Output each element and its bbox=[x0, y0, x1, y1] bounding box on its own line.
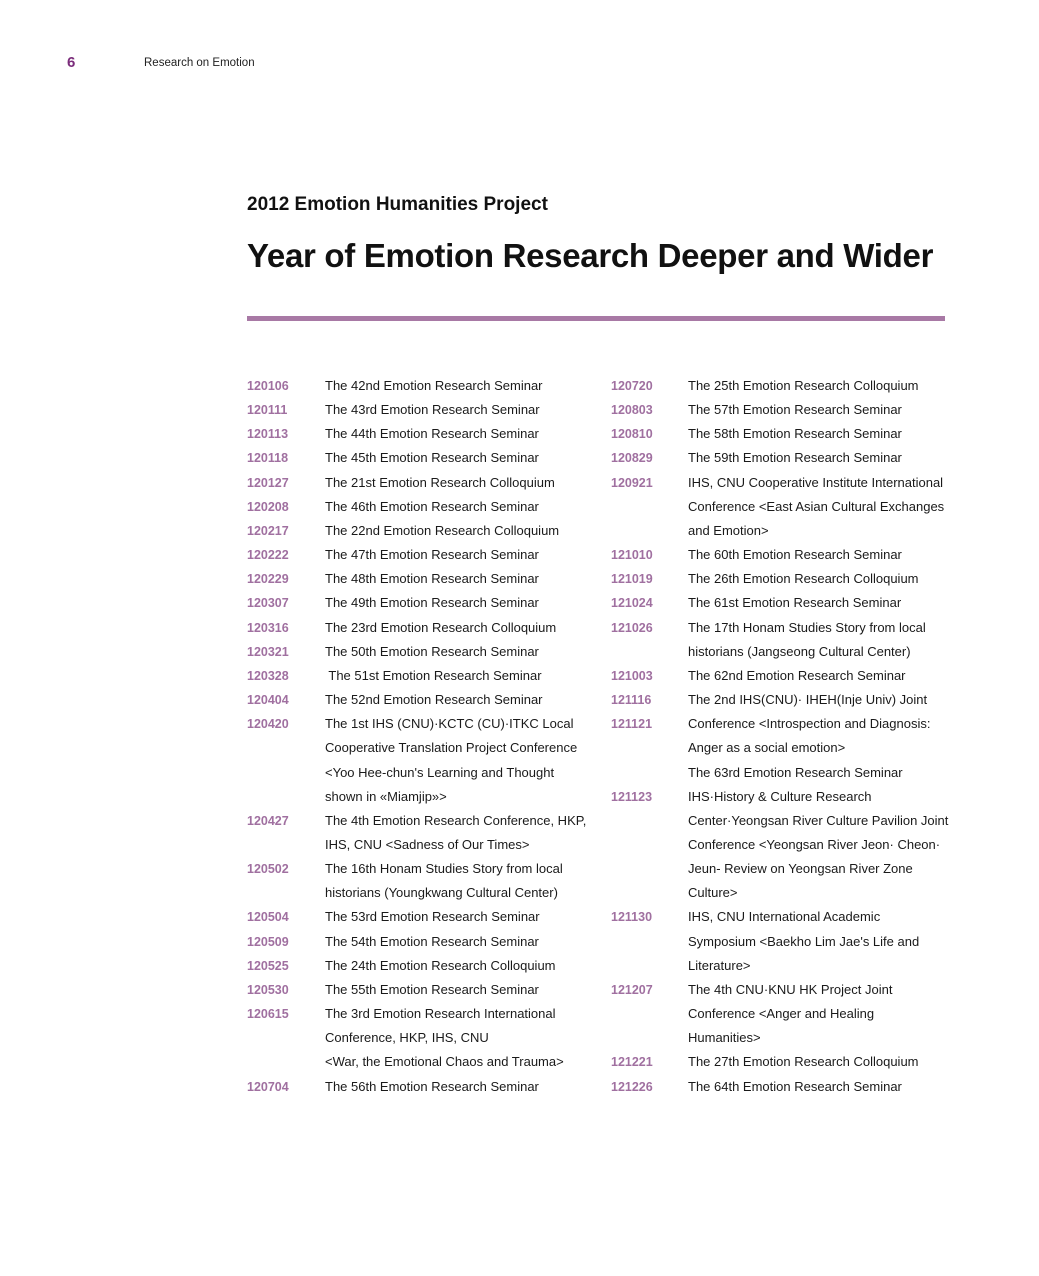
event-row bbox=[611, 712, 951, 784]
event-row bbox=[247, 519, 592, 543]
event-description-line: The 46th Emotion Research Seminar bbox=[325, 498, 539, 514]
event-date: 120803 bbox=[611, 403, 653, 418]
event-date: 120208 bbox=[247, 499, 289, 514]
event-description bbox=[688, 664, 951, 688]
event-date: 120106 bbox=[247, 379, 289, 393]
event-description-line: IHS, CNU International Academic bbox=[688, 909, 881, 925]
event-row bbox=[611, 1075, 951, 1099]
event-description-line: The 58th Emotion Research Seminar bbox=[688, 426, 902, 442]
event-description-line: The 48th Emotion Research Seminar bbox=[325, 571, 539, 587]
event-date: 121123 bbox=[611, 789, 653, 804]
event-row bbox=[247, 1075, 592, 1099]
event-description bbox=[325, 471, 592, 495]
event-description bbox=[688, 591, 951, 615]
event-description-line: The 27th Emotion Research Colloquium bbox=[688, 1054, 919, 1070]
event-description-line: <War, the Emotional Chaos and Trauma> bbox=[325, 1054, 564, 1070]
event-description bbox=[688, 712, 951, 784]
event-description bbox=[688, 785, 951, 906]
event-description bbox=[688, 543, 951, 567]
event-date: 120720 bbox=[611, 379, 653, 393]
event-row bbox=[247, 954, 592, 978]
event-description-line: The 50th Emotion Research Seminar bbox=[325, 643, 539, 659]
event-row bbox=[247, 712, 592, 809]
event-row bbox=[247, 446, 592, 470]
event-description-line: Humanities> bbox=[688, 1030, 761, 1046]
event-description bbox=[325, 905, 592, 929]
event-date: 120222 bbox=[247, 548, 289, 563]
event-date: 120307 bbox=[247, 596, 289, 611]
event-date: 121019 bbox=[611, 572, 653, 587]
event-row bbox=[611, 616, 951, 664]
event-description bbox=[325, 422, 592, 446]
event-description-line: The 61st Emotion Research Seminar bbox=[688, 595, 902, 611]
event-description bbox=[325, 591, 592, 615]
event-description-line: The 26th Emotion Research Colloquium bbox=[688, 571, 919, 587]
event-row bbox=[611, 978, 951, 1050]
event-description-line: The 25th Emotion Research Colloquium bbox=[688, 378, 919, 393]
event-description-line: shown in «Miamjip»> bbox=[325, 788, 447, 804]
event-date: 120404 bbox=[247, 693, 289, 708]
event-row bbox=[247, 664, 592, 688]
section-subtitle: 2012 Emotion Humanities Project bbox=[247, 194, 548, 215]
event-row bbox=[247, 495, 592, 519]
event-row bbox=[247, 398, 592, 422]
event-date: 121130 bbox=[611, 910, 653, 925]
event-description-line: The 54th Emotion Research Seminar bbox=[325, 933, 539, 949]
event-row bbox=[247, 374, 592, 398]
event-description-line: The 60th Emotion Research Seminar bbox=[688, 547, 902, 563]
event-row bbox=[611, 422, 951, 446]
event-row bbox=[247, 1002, 592, 1074]
event-row bbox=[611, 374, 951, 398]
event-description-line: The 17th Honam Studies Story from local bbox=[688, 619, 926, 635]
event-date: 120921 bbox=[611, 475, 653, 490]
event-date: 120704 bbox=[247, 1079, 289, 1094]
event-date: 121116 bbox=[611, 693, 652, 708]
event-row bbox=[611, 471, 951, 543]
event-description-line: The 63rd Emotion Research Seminar bbox=[688, 764, 903, 780]
event-description-line: The 2nd IHS(CNU)· IHEH(Inje Univ) Joint bbox=[688, 692, 928, 708]
event-description bbox=[325, 712, 592, 809]
event-row bbox=[247, 543, 592, 567]
event-description-line: The 16th Honam Studies Story from local bbox=[325, 861, 563, 877]
event-description-line: The 55th Emotion Research Seminar bbox=[325, 981, 539, 997]
event-description-line: The 56th Emotion Research Seminar bbox=[325, 1078, 539, 1094]
event-row bbox=[611, 398, 951, 422]
event-description-line: Symposium <Baekho Lim Jae's Life and bbox=[688, 933, 920, 949]
event-description-line: The 62nd Emotion Research Seminar bbox=[688, 667, 906, 683]
event-row bbox=[247, 616, 592, 640]
event-description bbox=[325, 398, 592, 422]
event-description-line: The 44th Emotion Research Seminar bbox=[325, 426, 539, 442]
running-header: Research on Emotion bbox=[144, 57, 255, 69]
event-row bbox=[247, 978, 592, 1002]
event-description-line: Jeun- Review on Yeongsan River Zone bbox=[688, 861, 913, 877]
event-date: 120321 bbox=[247, 644, 289, 659]
event-description-line: The 42nd Emotion Research Seminar bbox=[325, 378, 543, 393]
event-description bbox=[325, 519, 592, 543]
event-date: 120316 bbox=[247, 620, 289, 635]
event-description bbox=[325, 954, 592, 978]
event-description bbox=[688, 398, 951, 422]
event-description bbox=[688, 567, 951, 591]
event-description bbox=[325, 495, 592, 519]
event-description-line: The 24th Emotion Research Colloquium bbox=[325, 957, 556, 973]
event-row bbox=[247, 422, 592, 446]
event-description bbox=[325, 978, 592, 1002]
event-date: 120118 bbox=[247, 451, 289, 466]
event-description-line: The 23rd Emotion Research Colloquium bbox=[325, 619, 557, 635]
event-date: 120111 bbox=[247, 403, 288, 418]
event-description-line: Conference <East Asian Cultural Exchanges bbox=[688, 498, 945, 514]
page-number: 6 bbox=[67, 54, 76, 71]
event-description-line: The 53rd Emotion Research Seminar bbox=[325, 909, 540, 925]
event-description-line: IHS, CNU <Sadness of Our Times> bbox=[325, 836, 530, 852]
event-description bbox=[688, 978, 951, 1050]
event-description-line: Cooperative Translation Project Conference bbox=[325, 740, 578, 756]
event-description-line: The 57th Emotion Research Seminar bbox=[688, 402, 902, 418]
event-row bbox=[611, 1050, 951, 1074]
event-row bbox=[247, 809, 592, 857]
event-description-line: Anger as a social emotion> bbox=[688, 740, 846, 756]
event-description-line: Conference <Introspection and Diagnosis: bbox=[688, 716, 931, 732]
event-row bbox=[247, 905, 592, 929]
event-description-line: Conference <Yeongsan River Jeon· Cheon· bbox=[688, 836, 941, 852]
event-description-line: The 3rd Emotion Research International bbox=[325, 1006, 556, 1022]
event-description-line: The 49th Emotion Research Seminar bbox=[325, 595, 539, 611]
event-description-line: Conference <Anger and Healing bbox=[688, 1006, 875, 1022]
event-description bbox=[325, 930, 592, 954]
event-row bbox=[611, 688, 951, 712]
event-description-line: <Yoo Hee-chun's Learning and Thought bbox=[325, 764, 555, 780]
event-date: 120502 bbox=[247, 862, 289, 877]
event-description bbox=[688, 1075, 951, 1099]
event-description bbox=[325, 446, 592, 470]
accent-divider bbox=[247, 316, 945, 321]
event-date: 121024 bbox=[611, 596, 653, 611]
event-description-line: historians (Youngkwang Cultural Center) bbox=[325, 885, 558, 901]
event-date: 121121 bbox=[611, 717, 653, 732]
event-date: 120328 bbox=[247, 668, 289, 683]
event-date: 121221 bbox=[611, 1055, 653, 1070]
event-date: 121026 bbox=[611, 620, 653, 635]
event-description-line: The 1st IHS (CNU)·KCTC (CU)·ITKC Local bbox=[325, 716, 574, 732]
event-description bbox=[688, 471, 951, 543]
event-row bbox=[247, 688, 592, 712]
event-date: 120427 bbox=[247, 813, 289, 828]
event-date: 120810 bbox=[611, 427, 653, 442]
event-row bbox=[611, 785, 951, 906]
event-description bbox=[688, 446, 951, 470]
event-row bbox=[611, 591, 951, 615]
event-description bbox=[325, 857, 592, 905]
page-title: Year of Emotion Research Deeper and Wider bbox=[247, 237, 934, 274]
event-description-line: The 45th Emotion Research Seminar bbox=[325, 450, 539, 466]
event-description bbox=[325, 543, 592, 567]
event-description bbox=[688, 905, 951, 977]
event-description-line: Center·Yeongsan River Culture Pavilion Joint bbox=[688, 812, 949, 828]
event-description-line: The 64th Emotion Research Seminar bbox=[688, 1078, 902, 1094]
event-description bbox=[325, 567, 592, 591]
event-date: 120525 bbox=[247, 958, 289, 973]
event-date: 120229 bbox=[247, 572, 289, 587]
event-date: 120530 bbox=[247, 982, 289, 997]
event-description bbox=[325, 1002, 592, 1074]
event-date: 120113 bbox=[247, 427, 289, 442]
event-description-line: Literature> bbox=[688, 957, 751, 973]
event-row bbox=[247, 857, 592, 905]
event-row bbox=[611, 543, 951, 567]
event-description bbox=[688, 374, 951, 398]
event-description-line: The 4th Emotion Research Conference, HKP, bbox=[325, 812, 587, 828]
event-description-line: The 21st Emotion Research Colloquium bbox=[325, 474, 555, 490]
event-list-right bbox=[611, 374, 951, 1099]
event-description bbox=[325, 809, 592, 857]
event-description bbox=[325, 1075, 592, 1099]
event-description-line: The 43rd Emotion Research Seminar bbox=[325, 402, 540, 418]
event-date: 120509 bbox=[247, 934, 289, 949]
event-row bbox=[247, 567, 592, 591]
event-date: 121207 bbox=[611, 982, 653, 997]
event-row bbox=[247, 591, 592, 615]
event-row bbox=[611, 664, 951, 688]
event-description-line: The 4th CNU·KNU HK Project Joint bbox=[688, 981, 893, 997]
event-description-line: The 52nd Emotion Research Seminar bbox=[325, 692, 543, 708]
event-description bbox=[688, 1050, 951, 1074]
event-description bbox=[325, 688, 592, 712]
event-date: 121003 bbox=[611, 668, 653, 683]
event-date: 120420 bbox=[247, 717, 289, 732]
event-date: 121226 bbox=[611, 1079, 653, 1094]
event-description-line: IHS, CNU Cooperative Institute International bbox=[688, 474, 944, 490]
event-description-line: The 47th Emotion Research Seminar bbox=[325, 547, 539, 563]
event-description-line: Conference, HKP, IHS, CNU bbox=[325, 1030, 489, 1046]
event-row bbox=[611, 446, 951, 470]
event-row bbox=[247, 471, 592, 495]
event-date: 120829 bbox=[611, 451, 653, 466]
event-description-line: The 22nd Emotion Research Colloquium bbox=[325, 522, 560, 538]
event-description bbox=[325, 664, 592, 688]
event-date: 121010 bbox=[611, 548, 653, 563]
event-date: 120127 bbox=[247, 475, 289, 490]
event-description bbox=[325, 616, 592, 640]
event-list-left bbox=[247, 374, 592, 1099]
event-date: 120504 bbox=[247, 910, 289, 925]
event-row bbox=[611, 567, 951, 591]
event-row bbox=[247, 640, 592, 664]
event-description bbox=[688, 688, 951, 712]
event-row bbox=[247, 930, 592, 954]
event-description-line: Culture> bbox=[688, 885, 738, 901]
event-description bbox=[688, 616, 951, 664]
event-description bbox=[688, 422, 951, 446]
event-date: 120217 bbox=[247, 523, 289, 538]
event-row bbox=[611, 905, 951, 977]
event-description-line: historians (Jangseong Cultural Center) bbox=[688, 643, 911, 659]
event-description-line: IHS·History & Culture Research bbox=[688, 788, 872, 804]
event-description bbox=[325, 640, 592, 664]
event-description-line: The 59th Emotion Research Seminar bbox=[688, 450, 902, 466]
event-description bbox=[325, 374, 592, 398]
event-description-line: and Emotion> bbox=[688, 522, 769, 538]
event-date: 120615 bbox=[247, 1007, 289, 1022]
event-description-line: The 51st Emotion Research Seminar bbox=[325, 667, 542, 683]
